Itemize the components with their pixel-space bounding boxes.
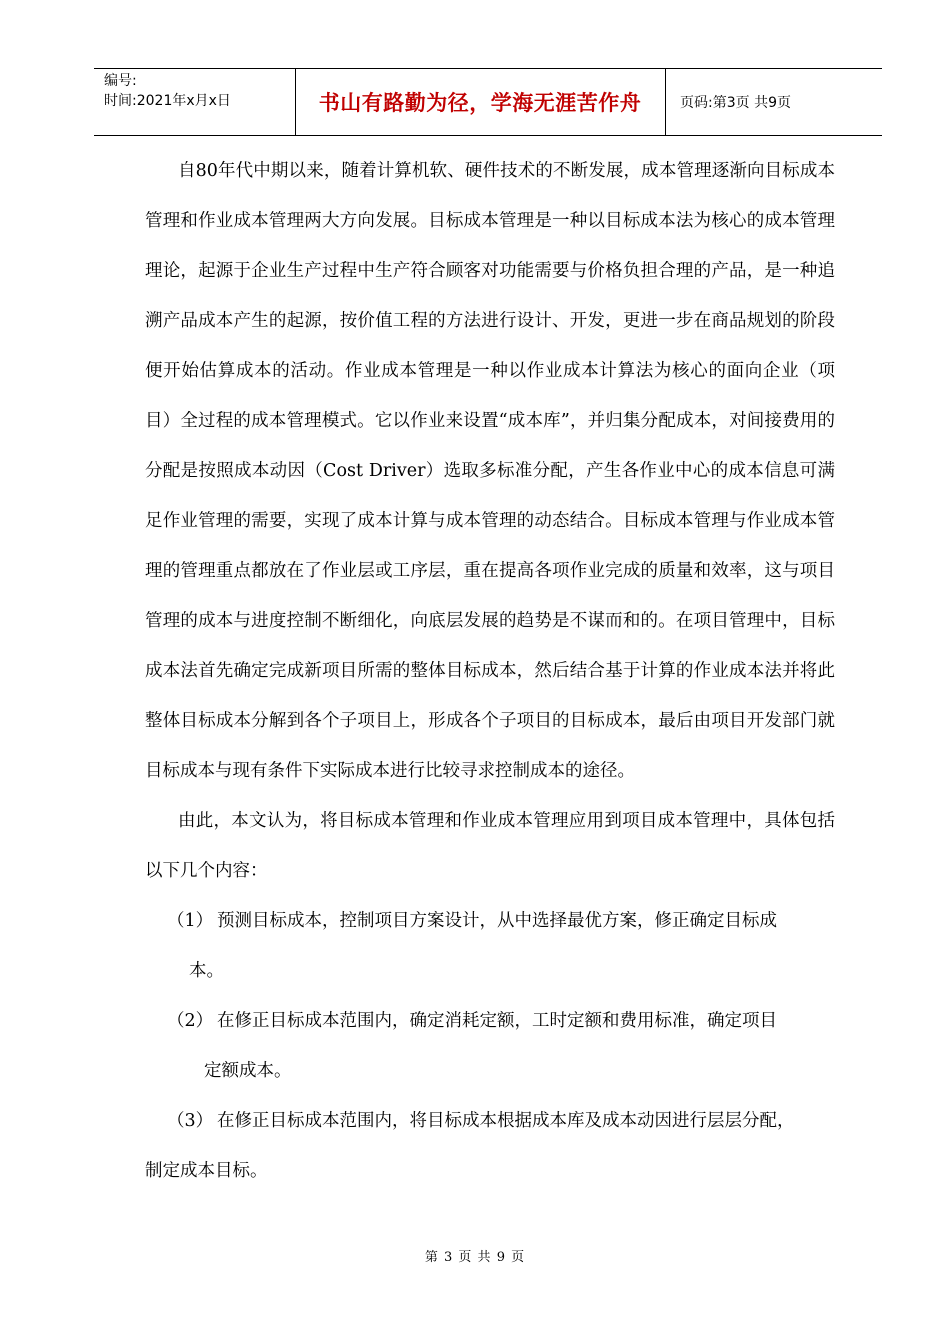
list-item-number: （2） [167, 1011, 214, 1031]
header-divider [665, 69, 666, 135]
list-item [145, 1096, 835, 1196]
numbered-list [145, 896, 835, 1196]
list-item-continuation: 定额成本。 [204, 1061, 292, 1081]
document-number-label: 编号: [104, 73, 137, 89]
list-item-text: 预测目标成本，控制项目方案设计，从中选择最优方案，修正确定目标成 [217, 911, 777, 931]
list-item-number: （1） [167, 911, 214, 931]
document-time-label: 时间:2021年x月x日 [104, 93, 231, 109]
list-item-continuation: 本。 [189, 961, 224, 981]
header-motto: 书山有路勤为径，学海无涯苦作舟 [318, 91, 642, 115]
list-item [145, 896, 835, 996]
paragraph: 由此，本文认为，将目标成本管理和作业成本管理应用到项目成本管理中，具体包括以下几个内容： [145, 811, 835, 881]
header-page-label: 页码:第3页 共9页 [680, 95, 791, 111]
list-item-text: 在修正目标成本范围内，确定消耗定额，工时定额和费用标准，确定项目 [217, 1011, 777, 1031]
page-footer-number: 第 3 页 共 9 页 [424, 1250, 526, 1265]
page-header [94, 68, 882, 136]
document-body [145, 146, 835, 1196]
header-meta [104, 71, 231, 111]
list-item-continuation: 制定成本目标。 [145, 1161, 268, 1181]
list-item [145, 996, 835, 1096]
list-item-text: 在修正目标成本范围内，将目标成本根据成本库及成本动因进行层层分配， [217, 1111, 795, 1131]
paragraph: 自80年代中期以来，随着计算机软、硬件技术的不断发展，成本管理逐渐向目标成本管理和作业成本管理两大方向发展。目标成本管理是一种以目标成本法为核心的成本管理理论，起源于企业生产过程中生产符合顾客对功能需要与价格负担合理的产品，是一种追溯产品成本产生的起源，按价值工程的方法进行设计、开发，更进一步在商品规划的阶段便开始估算成本的活动。作业成本管理是一种以作业成本计算法为核心的面向企业（项目）全过程的成本管理模式。它以作业来设置“成本库”，并归集分配成本，对间接费用的分配是按照成本动因（Cost Driver）选取多标准分配，产生各作业中心的成本信息可满足作业管理的需要，实现了成本计算与成本管理的动态结合。目标成本管理与作业成本管理的管理重点都放在了作业层或工序层，重在提高各项作业完成的质量和效率，这与项目管理的成本与进度控制不断细化，向底层发展的趋势是不谋而和的。在项目管理中，目标成本法首先确定完成新项目所需的整体目标成本，然后结合基于计算的作业成本法并将此整体目标成本分解到各个子项目上，形成各个子项目的目标成本，最后由项目开发部门就目标成本与现有条件下实际成本进行比较寻求控制成本的途径。 [145, 161, 835, 781]
list-item-number: （3） [167, 1111, 214, 1131]
